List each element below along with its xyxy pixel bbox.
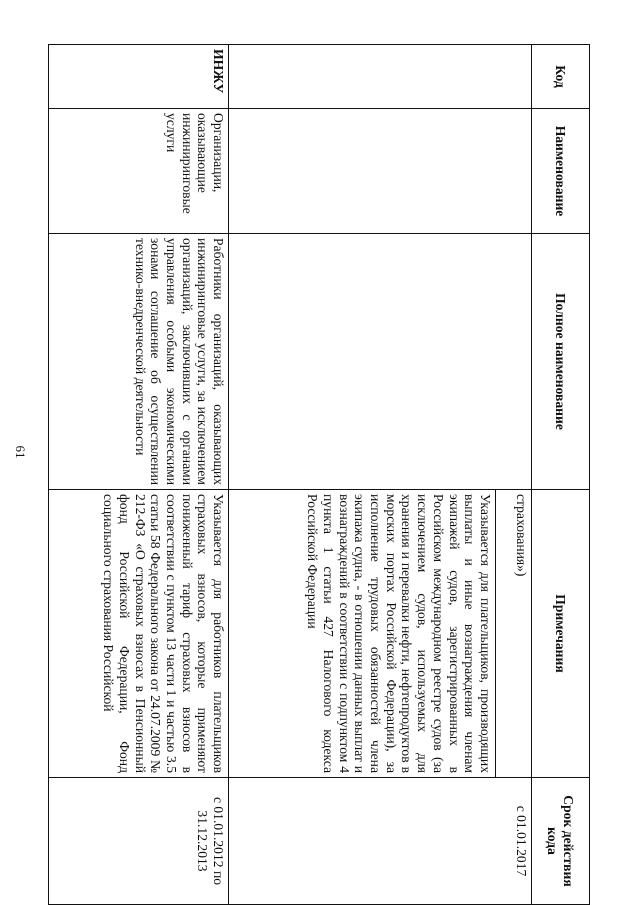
- table-row: [496, 45, 532, 905]
- cell-full-name: Работники организаций, оказывающих инжиниринговые услуги, за исключением организаций, заключивших с органами управления особыми экономическими зонами соглашение об осуществлении технико-внедренческой деятельности: [49, 234, 229, 490]
- header-code: Код: [532, 45, 590, 109]
- cell-notes: Указывается для работников плательщиков страховых взносов, которые применяют пониженный тариф страховых взносов в соответствии с пунктом 13 части 1 и частью 3.5 статьи 58 Федерального закона от 24.07.2009 № 212-ФЗ «О страховых взносах в Пенсионный фонд Российской Федерации, Фонд социального страхования Российской: [49, 490, 229, 778]
- page-number: 61: [13, 445, 28, 459]
- codes-table: [48, 44, 590, 905]
- header-notes: Примечания: [532, 490, 590, 778]
- rotated-table-container: [48, 44, 590, 904]
- cell-code: ИНЖУ: [49, 45, 229, 109]
- header-validity: Срок действия кода: [532, 778, 590, 905]
- table-row: [49, 45, 229, 905]
- cell-code: [229, 45, 532, 109]
- header-full-name: Полное наименование: [532, 234, 590, 490]
- cell-notes: страхования»): [496, 490, 532, 778]
- table-header-row: [532, 45, 590, 905]
- cell-name: [229, 109, 532, 234]
- cell-validity: с 01.01.2012 по 31.12.2013: [49, 778, 229, 905]
- cell-full-name: [229, 234, 532, 490]
- cell-notes: Указывается для плательщиков, производящих выплаты и иные вознаграждения членам экипажей судов, зарегистрированных в Российском международном реестре судов (за исключением судов, используемых для хранения и перевалки нефти, нефтепродуктов в морских портах Российской Федерации), за исполнение трудовых обязанностей члена экипажа судна, - в отношении данных выплат и вознаграждений в соответствии с подпунктом 4 пункта 1 статьи 427 Налогового кодекса Российской Федерации: [229, 490, 496, 778]
- header-name: Наименование: [532, 109, 590, 234]
- cell-validity: с 01.01.2017: [229, 778, 532, 905]
- cell-name: Организации, оказывающие инжиниринговые услуги: [49, 109, 229, 234]
